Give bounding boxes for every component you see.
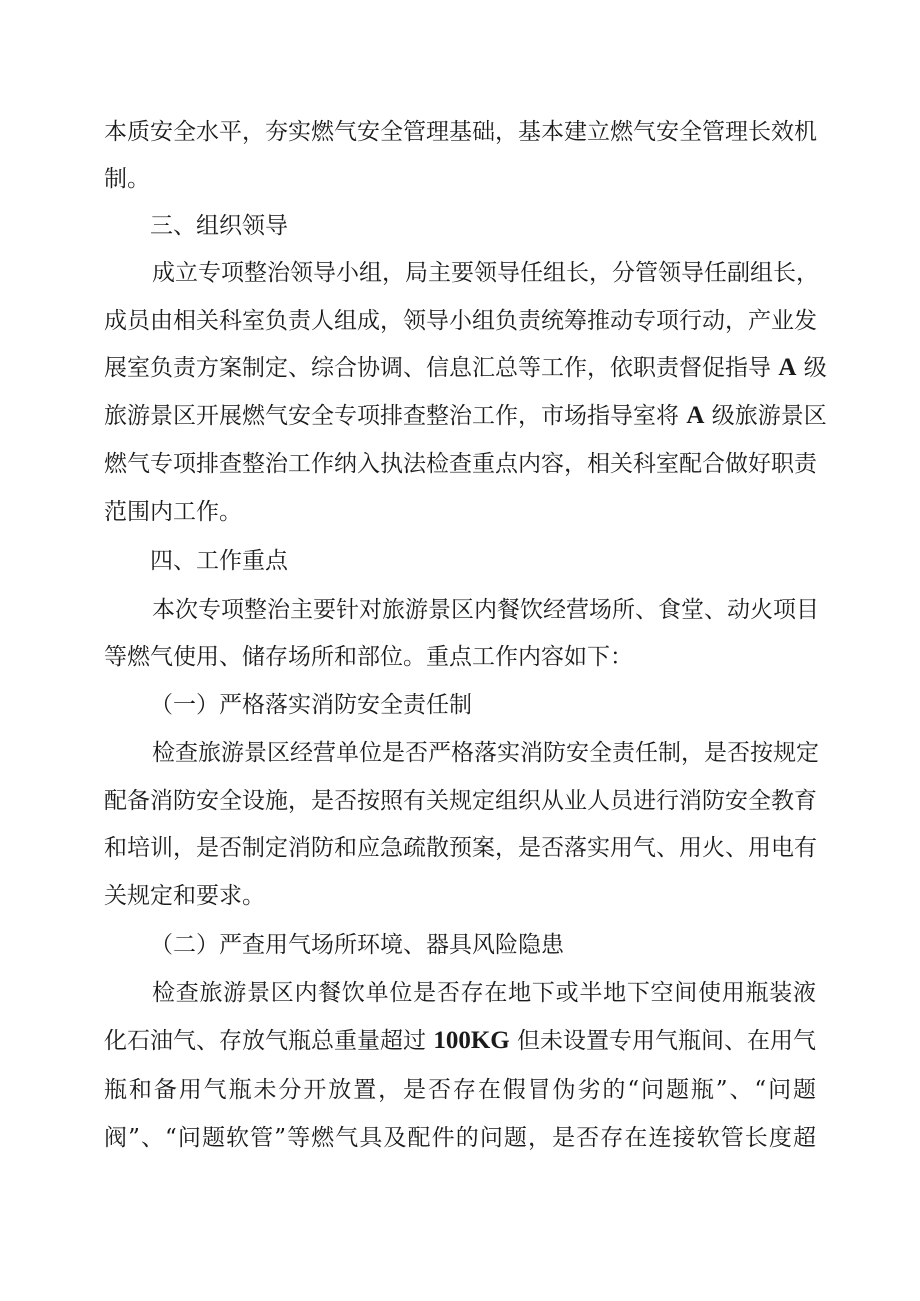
section-heading: 四、工作重点 (150, 548, 288, 574)
text-run: 但未设置专用气瓶间、在用气 (517, 1028, 817, 1054)
grade-letter: A (686, 402, 705, 429)
paragraph-line: 检查旅游景区经营单位是否严格落实消防安全责任制，是否按规定 (152, 740, 819, 766)
weight-value: 100KG (433, 1027, 510, 1054)
paragraph-line: 和培训，是否制定消防和应急疏散预案，是否落实用气、用火、用电有 (104, 835, 817, 861)
paragraph-line: 检查旅游景区内餐饮单位是否存在地下或半地下空间使用瓶装液 (152, 980, 816, 1006)
paragraph-line: 关规定和要求。 (104, 883, 265, 909)
text-run: 旅游景区开展燃气安全专项排查整治工作，市场指导室将 (104, 403, 679, 429)
subsection-heading: （二）严查用气场所环境、器具风险隐患 (150, 932, 564, 958)
paragraph-line: 等燃气使用、储存场所和部位。重点工作内容如下： (104, 644, 633, 670)
paragraph-line: 阀”、“问题软管”等燃气具及配件的问题，是否存在连接软管长度超 (104, 1125, 816, 1151)
paragraph-line: 成立专项整治领导小组，局主要领导任组长，分管领导任副组长， (152, 260, 819, 286)
paragraph-line (104, 1026, 816, 1056)
text-run: 化石油气、存放气瓶总重量超过 (104, 1028, 426, 1054)
paragraph-line: 燃气专项排查整治工作纳入执法检查重点内容，相关科室配合做好职责 (104, 451, 817, 477)
paragraph-line: 制。 (104, 166, 150, 192)
text-run: 展室负责方案制定、综合协调、信息汇总等工作，依职责督促指导 (104, 355, 771, 381)
grade-letter: A (778, 354, 797, 381)
paragraph-line: 配备消防安全设施，是否按照有关规定组织从业人员进行消防安全教育 (104, 788, 817, 814)
paragraph-line: 范围内工作。 (104, 499, 242, 525)
paragraph-line: 瓶和备用气瓶未分开放置，是否存在假冒伪劣的“问题瓶”、“问题 (104, 1077, 816, 1103)
section-heading: 三、组织领导 (150, 213, 288, 239)
text-run: 级 (803, 355, 827, 381)
paragraph-line: 成员由相关科室负责人组成，领导小组负责统筹推动专项行动，产业发 (104, 308, 817, 334)
text-run: 级旅游景区 (711, 403, 827, 429)
paragraph-line: 本质安全水平，夯实燃气安全管理基础，基本建立燃气安全管理长效机 (104, 119, 817, 145)
paragraph-line (104, 353, 827, 383)
subsection-heading: （一）严格落实消防安全责任制 (150, 692, 472, 718)
paragraph-line: 本次专项整治主要针对旅游景区内餐饮经营场所、食堂、动火项目 (152, 597, 819, 623)
paragraph-line (104, 401, 827, 431)
